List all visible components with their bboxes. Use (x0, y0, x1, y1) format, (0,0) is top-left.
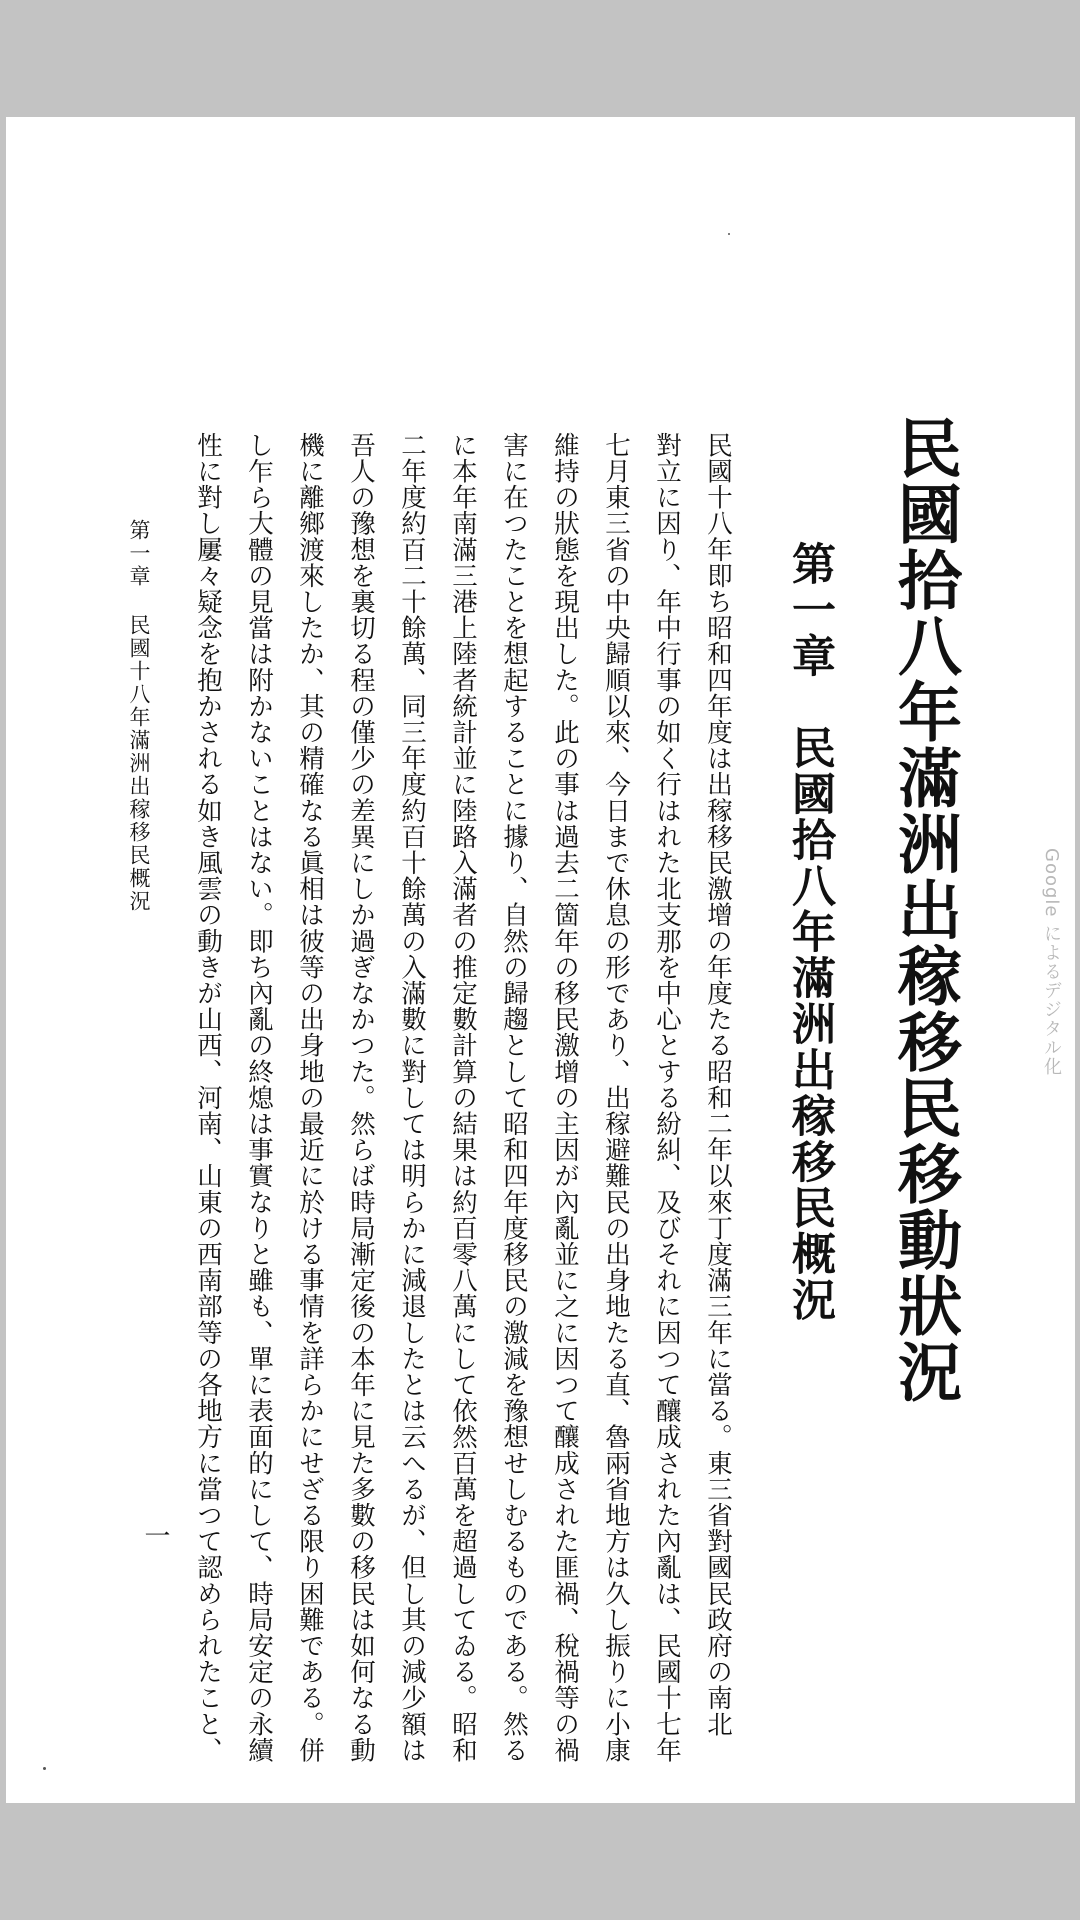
body-line: 民國十八年即ち昭和四年度は出稼移民激增の年度たる昭和二年以來丁度滿三年に當る。東三省對國民政府の南北 (703, 432, 733, 1737)
scan-speck (728, 233, 730, 235)
body-line: 機に離鄉渡來したか、其の精確なる眞相は彼等の出身地の最近に於ける事情を詳らかにせざる限り困難である。併 (295, 432, 325, 1764)
body-line: 害に在つたことを想起することに據り、自然の歸趨として昭和四年度移民の激減を豫想せしむるものである。然る (499, 432, 529, 1764)
chapter-label: 第一章 (784, 541, 835, 679)
body-line: し乍ら大體の見當は附かないことはない。即ち內亂の終熄は事實なりと雖も、單に表面的にして、時局安定の永續 (244, 432, 274, 1764)
body-line: に本年南滿三港上陸者統計並に陸路入滿者の推定數計算の結果は約百零八萬にして依然百萬を超過してゐる。昭和 (448, 432, 478, 1764)
book-page (6, 117, 1075, 1803)
body-line: 對立に因り、年中行事の如く行はれた北支那を中心とする紛糾、及びそれに因つて釀成された內亂は、民國十七年 (652, 432, 682, 1764)
body-line: 性に對し屢々疑念を抱かされる如き風雲の動きが山西、河南、山東の西南部等の各地方に當つて認められたこと、 (193, 432, 223, 1764)
body-line: 七月東三省の中央歸順以來、今日まで休息の形であり、出稼避難民の出身地たる直、魯兩省地方は久し振りに小康 (601, 432, 631, 1764)
chapter-title: 民國拾八年滿洲出稼移民概況 (784, 725, 835, 1323)
body-line: 二年度約百二十餘萬、同三年度約百十餘萬の入滿數に對しては明らかに減退したとは云へるが、但し其の減少額は (397, 432, 427, 1764)
chapter-heading (777, 541, 841, 1323)
running-footer (124, 519, 154, 913)
page-number: 一 (140, 1522, 170, 1548)
body-line: 維持の狀態を現出した。此の事は過去二箇年の移民激增の主因が內亂並に之に因つて釀成された匪禍、稅禍等の禍 (550, 432, 580, 1764)
scan-speck (43, 1767, 46, 1770)
book-title: 民國拾八年滿洲出稼移民移動狀況 (887, 415, 962, 1405)
footer-title: 民國十八年滿洲出稼移民概況 (127, 614, 151, 913)
body-line: 吾人の豫想を裏切る程の僅少の差異にしか過ぎなかつた。然らば時局漸定後の本年に見た多數の移民は如何なる動 (346, 432, 376, 1764)
footer-chapter: 第一章 (127, 519, 151, 588)
digitization-watermark: Google によるデジタル化 (1041, 848, 1062, 1077)
